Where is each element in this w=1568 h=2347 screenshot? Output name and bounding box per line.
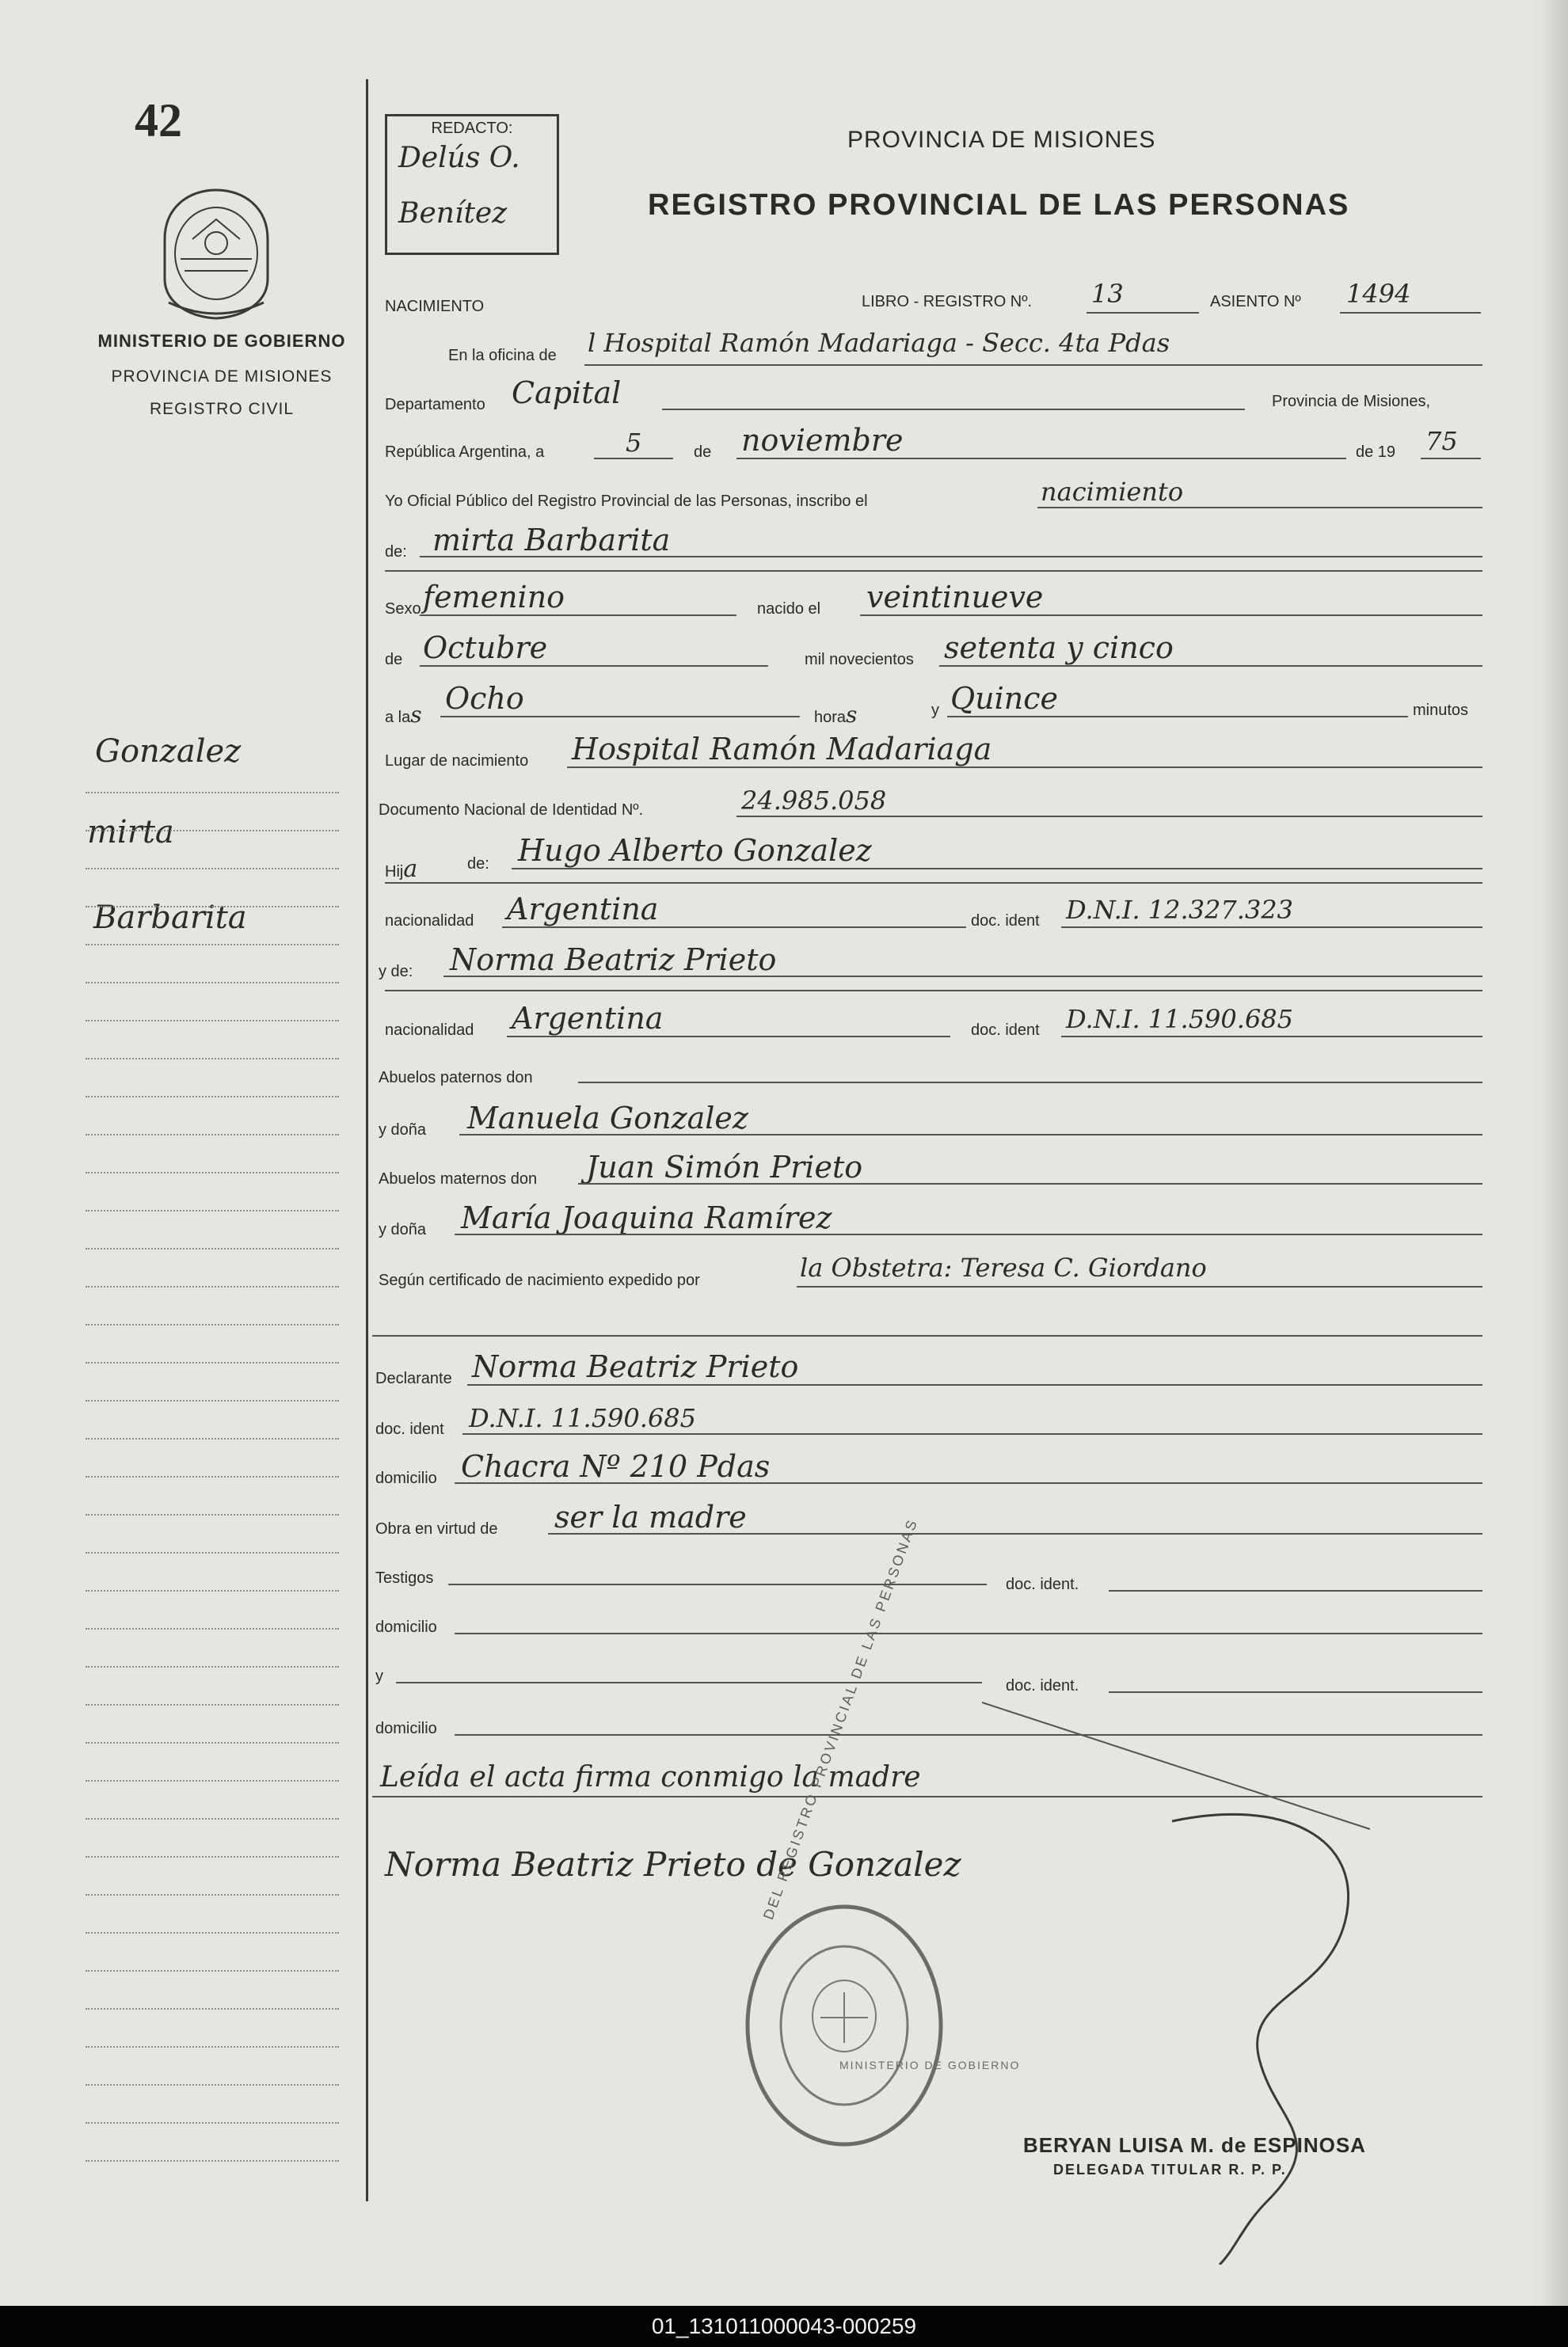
- libro-value: 13: [1091, 279, 1124, 309]
- margin-divider: [366, 79, 368, 2201]
- madre-line: [443, 976, 1482, 977]
- anio-line: [1421, 458, 1481, 459]
- margin-dotted-line: [86, 982, 339, 983]
- asiento-value: 1494: [1346, 279, 1411, 309]
- nombre-value: mirta Barbarita: [432, 523, 671, 557]
- testigos-doc-line: [1109, 1590, 1482, 1592]
- lugar-value: Hospital Ramón Madariaga: [572, 732, 992, 766]
- seal-text: DEL REGISTRO PROVINCIAL DE LAS PERSONAS: [760, 1516, 921, 1922]
- margin-dotted-line: [86, 1324, 339, 1326]
- madre-nac-label: nacionalidad: [385, 1021, 474, 1039]
- hora-line: [440, 716, 800, 717]
- registry-seal-icon: [725, 1899, 987, 2160]
- padre-nac-label: nacionalidad: [385, 912, 474, 930]
- margin-dotted-line: [86, 1248, 339, 1250]
- anio-label: de 19: [1356, 443, 1396, 461]
- margin-dotted-line: [86, 1476, 339, 1478]
- de-label: de: [694, 443, 712, 461]
- nombre-line-2: [385, 570, 1482, 572]
- nacido-dia-value: veintinueve: [866, 580, 1044, 614]
- oficina-value: l Hospital Ramón Madariaga - Secc. 4ta Pdas: [588, 328, 1170, 358]
- domicilio2-line: [455, 1633, 1482, 1634]
- abuela-pat-line: [459, 1134, 1482, 1135]
- margin-dotted-line: [86, 1134, 339, 1135]
- asiento-line: [1340, 312, 1481, 314]
- madre-doc-line: [1061, 1036, 1482, 1037]
- oficina-line: [584, 364, 1482, 366]
- margin-dotted-line: [86, 1970, 339, 1972]
- declarante-value: Norma Beatriz Prieto: [472, 1349, 799, 1384]
- margin-dotted-line: [86, 792, 339, 793]
- padre-line-2: [385, 882, 1482, 884]
- dia-value: 5: [626, 428, 642, 458]
- obra-line: [548, 1533, 1482, 1535]
- certificado-line-2: [372, 1335, 1482, 1337]
- hora-value: Ocho: [445, 681, 524, 716]
- dni-label: Documento Nacional de Identidad Nº.: [379, 801, 644, 819]
- margin-dotted-line: [86, 1286, 339, 1288]
- departamento-line: [662, 409, 1245, 410]
- record-type: NACIMIENTO: [385, 298, 485, 315]
- sexo-label: Sexo: [385, 600, 421, 618]
- margin-dotted-line: [86, 1362, 339, 1364]
- margin-dotted-line: [86, 2160, 339, 2162]
- ministry-province: PROVINCIA DE MISIONES: [111, 367, 333, 386]
- margin-dotted-line: [86, 1552, 339, 1554]
- abuelo-mat-value: Juan Simón Prieto: [586, 1150, 863, 1185]
- minutos-label: minutos: [1413, 702, 1469, 719]
- nacido-anio-line: [939, 665, 1482, 667]
- margin-dotted-line: [86, 2046, 339, 2048]
- margin-dotted-line: [86, 1210, 339, 1212]
- redacto-signature-2: Benítez: [398, 197, 508, 230]
- margin-dotted-line: [86, 1856, 339, 1858]
- horas-label: horas: [814, 702, 858, 728]
- domicilio-line: [455, 1482, 1482, 1484]
- margin-dotted-line: [86, 2084, 339, 2086]
- declarante-label: Declarante: [375, 1370, 452, 1387]
- redacto-signature-1: Delús O.: [398, 142, 520, 174]
- page-number: 42: [135, 94, 182, 146]
- margin-dotted-line: [86, 1590, 339, 1592]
- official-signature-stroke: [1125, 1790, 1386, 2265]
- margin-dotted-line: [86, 1818, 339, 1820]
- seal-inner-text: MINISTERIO DE GOBIERNO: [839, 2059, 1021, 2071]
- padre-doc-value: D.N.I. 12.327.323: [1066, 895, 1294, 925]
- abuelo-mat-line: [578, 1183, 1482, 1185]
- obra-label: Obra en virtud de: [375, 1520, 498, 1538]
- certificado-value: la Obstetra: Teresa C. Giordano: [800, 1253, 1207, 1283]
- margin-dotted-line: [86, 944, 339, 945]
- hijo-label: Hija: [385, 855, 418, 883]
- hora-label: a las: [385, 702, 422, 728]
- padre-nac-value: Argentina: [507, 892, 659, 926]
- abuela-pat-value: Manuela Gonzalez: [467, 1101, 748, 1135]
- oficial-label: Yo Oficial Público del Registro Provincial de las Personas, inscribo el: [385, 493, 868, 510]
- nombre-line: [420, 556, 1482, 557]
- acto-line: [1037, 507, 1482, 508]
- domicilio2-label: domicilio: [375, 1619, 437, 1636]
- margin-name-2: Barbarita: [93, 900, 247, 936]
- departamento-label: Departamento: [385, 396, 485, 413]
- minutos-line: [947, 716, 1408, 717]
- nacido-label: nacido el: [757, 600, 821, 618]
- leida-text: Leída el acta firma conmigo la madre: [380, 1761, 921, 1794]
- margin-dotted-line: [86, 1438, 339, 1440]
- margin-dotted-line: [86, 830, 339, 831]
- decl-doc-line: [462, 1433, 1482, 1435]
- testigos-label: Testigos: [375, 1569, 434, 1587]
- certificado-line: [797, 1286, 1482, 1288]
- margin-dotted-line: [86, 1096, 339, 1097]
- margin-surname: Gonzalez: [95, 733, 242, 770]
- margin-dotted-line: [86, 1666, 339, 1668]
- margin-dotted-line: [86, 1742, 339, 1744]
- abuela-mat-value: María Joaquina Ramírez: [461, 1200, 832, 1235]
- signature-madre: Norma Beatriz Prieto de Gonzalez: [385, 1845, 961, 1884]
- abuela-pat-label: y doña: [379, 1121, 427, 1139]
- ministry-title: MINISTERIO DE GOBIERNO: [97, 331, 346, 351]
- certificado-label: Según certificado de nacimiento expedido por: [379, 1272, 700, 1289]
- libro-label: LIBRO - REGISTRO Nº.: [862, 293, 1033, 310]
- nacido-anio-value: setenta y cinco: [944, 630, 1174, 665]
- margin-dotted-line: [86, 1514, 339, 1516]
- margin-dotted-line: [86, 2122, 339, 2124]
- mes-line: [736, 458, 1346, 459]
- dia-line: [594, 458, 673, 459]
- margin-dotted-line: [86, 1058, 339, 1059]
- decl-doc-label: doc. ident: [375, 1421, 444, 1438]
- footer-identifier: 01_131011000043-000259: [0, 2306, 1568, 2347]
- sexo-line: [420, 614, 736, 616]
- provincial-emblem-icon: [157, 184, 276, 322]
- sexo-value: femenino: [423, 580, 565, 614]
- abuelos-pat-label: Abuelos paternos don: [379, 1069, 533, 1086]
- margin-dotted-line: [86, 868, 339, 869]
- madre-line-2: [385, 990, 1482, 991]
- declarante-line: [467, 1384, 1482, 1386]
- y2-label: y: [375, 1668, 383, 1685]
- abuela-mat-line: [455, 1234, 1482, 1235]
- margin-dotted-line: [86, 1780, 339, 1782]
- madre-value: Norma Beatriz Prieto: [450, 942, 777, 977]
- mil-label: mil novecientos: [805, 651, 914, 668]
- margin-dotted-line: [86, 1020, 339, 1021]
- margin-dotted-line: [86, 2008, 339, 2010]
- madre-label: y de:: [379, 963, 413, 980]
- abuelos-mat-label: Abuelos maternos don: [379, 1170, 538, 1188]
- libro-line: [1087, 312, 1199, 314]
- header-province: PROVINCIA DE MISIONES: [847, 127, 1156, 153]
- padre-nac-line: [502, 926, 966, 928]
- ministry-registry: REGISTRO CIVIL: [149, 400, 295, 418]
- nacido-mes-line: [420, 665, 768, 667]
- margin-dotted-line: [86, 1628, 339, 1630]
- padre-doc-line: [1061, 926, 1482, 928]
- header-registry: REGISTRO PROVINCIAL DE LAS PERSONAS: [648, 188, 1350, 222]
- domicilio-label: domicilio: [375, 1470, 437, 1487]
- delegate-role: DELEGADA TITULAR R. P. P.: [1053, 2162, 1287, 2178]
- doc3-label: doc. ident.: [1006, 1677, 1079, 1695]
- nacido-mes-value: Octubre: [423, 630, 548, 665]
- mes-nac-label: de: [385, 651, 403, 668]
- lugar-label: Lugar de nacimiento: [385, 752, 529, 770]
- padre-line: [512, 868, 1482, 869]
- minutos-value: Quince: [950, 681, 1059, 716]
- asiento-label: ASIENTO Nº: [1210, 293, 1301, 310]
- delegate-name: BERYAN LUISA M. de ESPINOSA: [1023, 2133, 1366, 2157]
- madre-nac-line: [507, 1036, 950, 1037]
- decl-doc-value: D.N.I. 11.590.685: [469, 1403, 697, 1433]
- madre-doc-label: doc. ident: [971, 1021, 1040, 1039]
- dni-value: 24.985.058: [741, 786, 887, 816]
- provincia-label: Provincia de Misiones,: [1272, 393, 1431, 410]
- madre-doc-value: D.N.I. 11.590.685: [1066, 1004, 1294, 1034]
- domicilio3-label: domicilio: [375, 1720, 437, 1737]
- nacido-dia-line: [860, 614, 1482, 616]
- margin-dotted-line: [86, 906, 339, 907]
- madre-nac-value: Argentina: [512, 1001, 664, 1036]
- anio-value: 75: [1425, 426, 1458, 456]
- oficina-label: En la oficina de: [448, 347, 557, 364]
- dni-line: [736, 816, 1482, 817]
- margin-dotted-line: [86, 1932, 339, 1934]
- testigos-doc-label: doc. ident.: [1006, 1576, 1079, 1593]
- hijo-de-label: de:: [467, 855, 489, 873]
- margin-dotted-line: [86, 1400, 339, 1402]
- republica-label: República Argentina, a: [385, 443, 545, 461]
- margin-dotted-line: [86, 1704, 339, 1706]
- y-label: y: [931, 702, 939, 719]
- obra-value: ser la madre: [554, 1500, 747, 1535]
- abuelo-pat-line: [578, 1082, 1482, 1083]
- margin-name-1: mirta: [87, 814, 174, 850]
- margin-dotted-line: [86, 1172, 339, 1174]
- acto-value: nacimiento: [1041, 477, 1184, 507]
- domicilio-value: Chacra Nº 210 Pdas: [461, 1449, 771, 1484]
- padre-value: Hugo Alberto Gonzalez: [518, 833, 872, 868]
- testigos-line: [448, 1584, 987, 1585]
- margin-dotted-line: [86, 1894, 339, 1896]
- abuela-mat-label: y doña: [379, 1221, 427, 1238]
- y2-line: [396, 1682, 982, 1683]
- redacto-label: REDACTO:: [431, 120, 513, 137]
- redacto-box: [385, 114, 559, 255]
- mes-value: noviembre: [741, 423, 904, 458]
- nombre-label: de:: [385, 543, 407, 561]
- lugar-line: [567, 766, 1482, 768]
- padre-doc-label: doc. ident: [971, 912, 1040, 930]
- departamento-value: Capital: [512, 375, 622, 410]
